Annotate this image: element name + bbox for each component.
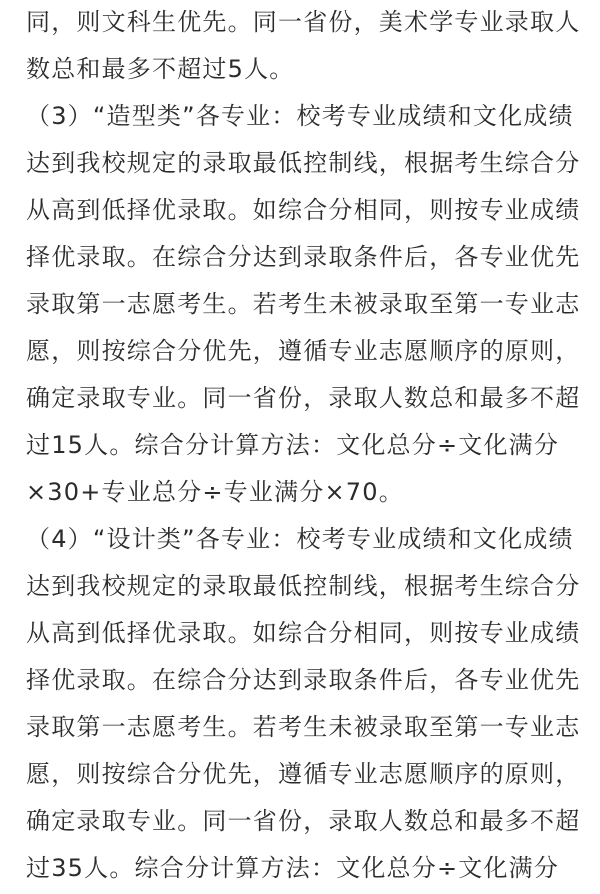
text-line: 愿，则按综合分优先，遵循专业志愿顺序的原则， xyxy=(26,337,581,365)
text-line: 过35人。综合分计算方法：文化总分÷文化满分 xyxy=(26,854,560,882)
section-3-heading-line: （3）“造型类”各专业：校考专业成绩和文化成绩 xyxy=(26,102,574,130)
text-line: 同，则文科生优先。同一省份，美术学专业录取人 xyxy=(26,8,581,36)
text-line: 达到我校规定的录取最低控制线，根据考生综合分 xyxy=(26,149,581,177)
text-line: 确定录取专业。同一省份，录取人数总和最多不超 xyxy=(26,384,581,412)
text-line: 过15人。综合分计算方法：文化总分÷文化满分 xyxy=(26,431,560,459)
text-line: 愿，则按综合分优先，遵循专业志愿顺序的原则， xyxy=(26,760,581,788)
text-line: 从高到低择优录取。如综合分相同，则按专业成绩 xyxy=(26,196,581,224)
text-line: 达到我校规定的录取最低控制线，根据考生综合分 xyxy=(26,572,581,600)
text-line: 数总和最多不超过5人。 xyxy=(26,55,295,83)
text-line: 确定录取专业。同一省份，录取人数总和最多不超 xyxy=(26,807,581,835)
formula-line: ×30+专业总分÷专业满分×70。 xyxy=(26,478,404,506)
text-line: 从高到低择优录取。如综合分相同，则按专业成绩 xyxy=(26,619,581,647)
section-4-heading-line: （4）“设计类”各专业：校考专业成绩和文化成绩 xyxy=(26,525,574,553)
text-line: 录取第一志愿考生。若考生未被录取至第一专业志 xyxy=(26,713,581,741)
text-line: 择优录取。在综合分达到录取条件后，各专业优先 xyxy=(26,666,581,694)
text-line: 择优录取。在综合分达到录取条件后，各专业优先 xyxy=(26,243,581,271)
text-line: 录取第一志愿考生。若考生未被录取至第一专业志 xyxy=(26,290,581,318)
